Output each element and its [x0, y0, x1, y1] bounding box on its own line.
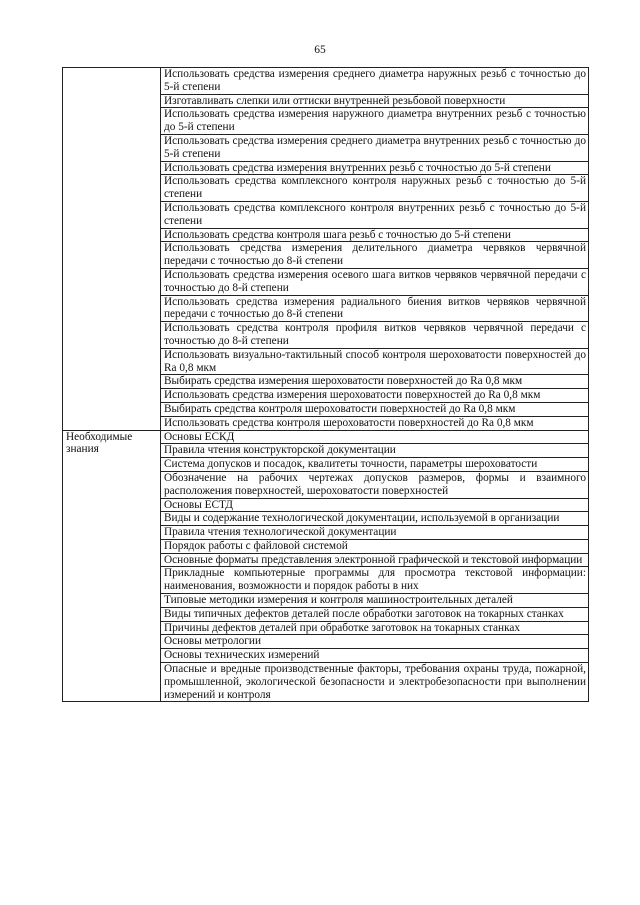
skill-row-text: Выбирать средства измерения шероховатости поверхностей до Ra 0,8 мкм: [161, 375, 589, 389]
skill-row-text: Использовать средства измерения шероховатости поверхностей до Ra 0,8 мкм: [161, 389, 589, 403]
skill-row-text: Использовать средства измерения среднего диаметра наружных резьб с точностью до 5-й степени: [161, 68, 589, 95]
knowledge-row-text: Причины дефектов деталей при обработке заготовок на токарных станках: [161, 621, 589, 635]
knowledge-row-text: Система допусков и посадок, квалитеты точности, параметры шероховатости: [161, 458, 589, 472]
skill-row-text: Использовать визуально-тактильный способ контроля шероховатости поверхностей до Ra 0,8 мкм: [161, 348, 589, 375]
skill-row-text: Изготавливать слепки или оттиски внутренней резьбовой поверхности: [161, 94, 589, 108]
skill-row-text: Использовать средства комплексного контроля внутренних резьб с точностью до 5-й степени: [161, 201, 589, 228]
knowledge-row-text: Прикладные компьютерные программы для просмотра текстовой информации: наименования, возможности и порядок работы в них: [161, 567, 589, 594]
page-number: 65: [314, 44, 326, 56]
skill-row-text: Использовать средства контроля профиля витков червяков червячной передачи с точностью до 8-й степени: [161, 322, 589, 349]
skill-row-text: Использовать средства измерения наружного диаметра внутренних резьб с точностью до 5-й степени: [161, 108, 589, 135]
knowledge-row-text: Типовые методики измерения и контроля машиностроительных деталей: [161, 594, 589, 608]
knowledge-row: [63, 430, 589, 444]
knowledge-row-text: Виды типичных дефектов деталей после обработки заготовок на токарных станках: [161, 607, 589, 621]
knowledge-row-text: Обозначение на рабочих чертежах допусков размеров, формы и взаимного расположения поверхностей, шероховатости поверхностей: [161, 471, 589, 498]
skill-row-text: Использовать средства измерения осевого шага витков червяков червячной передачи с точностью до 8-й степени: [161, 268, 589, 295]
knowledge-row-text: Правила чтения технологической документации: [161, 526, 589, 540]
knowledge-row-text: Основы ЕСТД: [161, 498, 589, 512]
skill-row-text: Использовать средства комплексного контроля наружных резьб с точностью до 5-й степени: [161, 175, 589, 202]
skill-row-text: Выбирать средства контроля шероховатости поверхностей до Ra 0,8 мкм: [161, 402, 589, 416]
requirements-table: [62, 67, 589, 702]
skill-row-text: Использовать средства измерения радиального биения витков червяков червячной передачи с точностью до 8-й степени: [161, 295, 589, 322]
knowledge-row-text: Основные форматы представления электронной графической и текстовой информации: [161, 553, 589, 567]
skill-row-text: Использовать средства измерения внутренних резьб с точностью до 5-й степени: [161, 161, 589, 175]
knowledge-row-text: Виды и содержание технологической документации, используемой в организации: [161, 512, 589, 526]
skill-row-text: Использовать средства контроля шероховатости поверхностей до Ra 0,8 мкм: [161, 416, 589, 430]
knowledge-row-text: Основы метрологии: [161, 635, 589, 649]
skill-row-text: Использовать средства контроля шага резьб с точностью до 5-й степени: [161, 228, 589, 242]
skills-label-cell: [63, 68, 161, 431]
knowledge-row-text: Порядок работы с файловой системой: [161, 539, 589, 553]
knowledge-row-text: Опасные и вредные производственные факторы, требования охраны труда, пожарной, промышленной, экологической безопасности и электробезопасности при выполнении измерений и контроля: [161, 663, 589, 702]
knowledge-row-text: Правила чтения конструкторской документации: [161, 444, 589, 458]
knowledge-row-text: Основы ЕСКД: [161, 430, 589, 444]
skill-row: [63, 68, 589, 95]
skill-row-text: Использовать средства измерения среднего диаметра внутренних резьб с точностью до 5-й степени: [161, 134, 589, 161]
knowledge-label-cell: [63, 430, 161, 702]
knowledge-row-text: Основы технических измерений: [161, 649, 589, 663]
knowledge-label: Необходимые знания: [66, 430, 133, 456]
skill-row-text: Использовать средства измерения делительного диаметра червяков червячной передачи с точностью до 8-й степени: [161, 242, 589, 269]
